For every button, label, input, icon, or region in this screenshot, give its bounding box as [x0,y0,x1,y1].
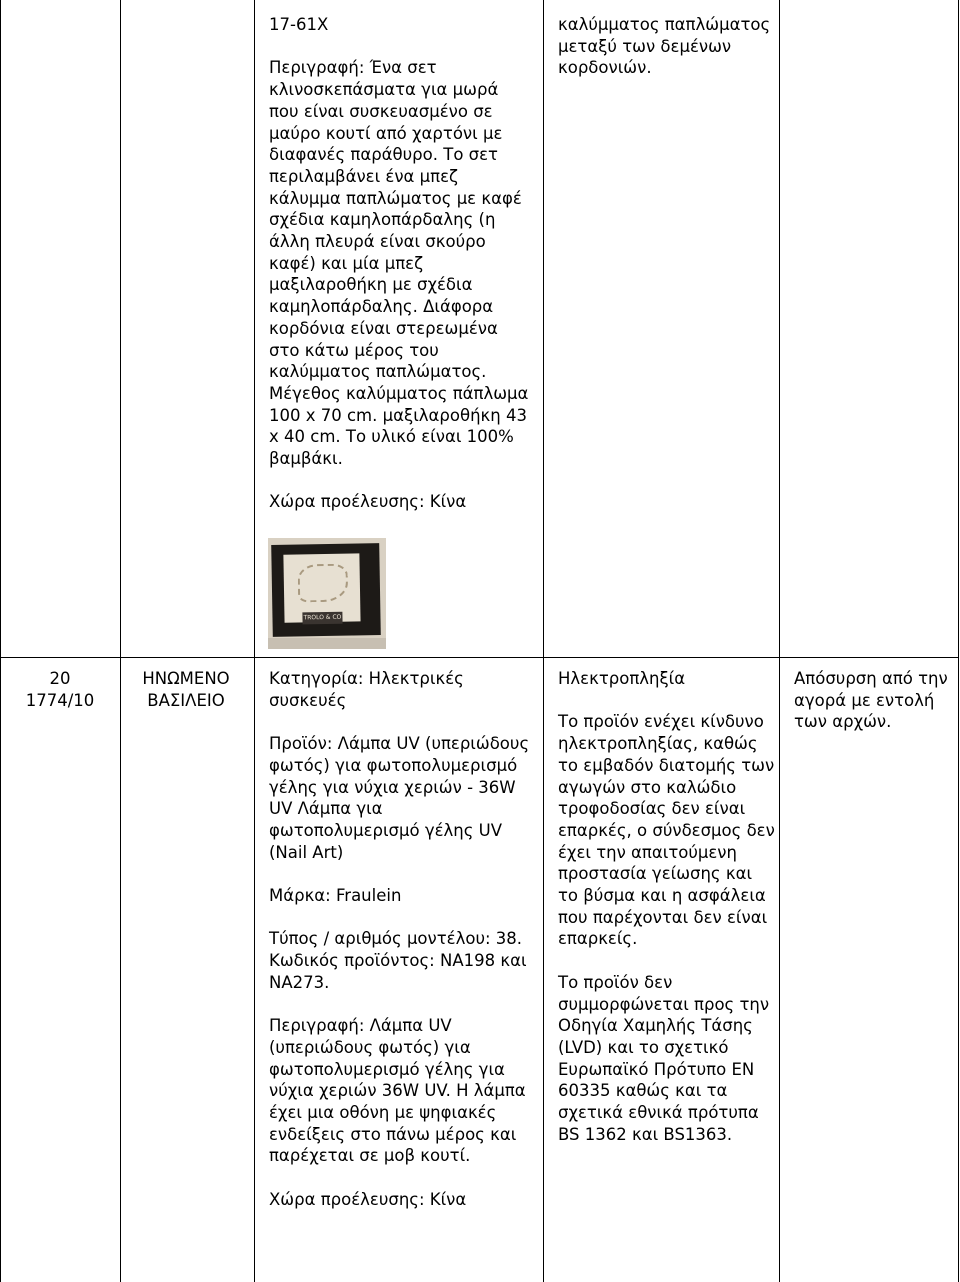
notifying-country-cell [122,668,250,711]
product-description: Περιγραφή: Λάμπα UV (υπεριώδους φωτός) για φωτοπολυμερισμό γέλης για νύχια χεριών 36W UV. Η λάμπα έχει μια οθόνη με ψηφιακές ενδείξεις στο πάνω μέρος και παρέχεται σε μοβ κουτί. [269,1016,526,1166]
risk-description: καλύμματος παπλώματος μεταξύ των δεμένων κορδονιών. [558,15,771,78]
row-number: 20 [49,669,71,688]
product-cell [269,668,535,1232]
product-brand: Μάρκα: Fraulein [269,886,402,905]
reference-number: 1774/10 [25,690,95,710]
product-category: Κατηγορία: Ηλεκτρικές συσκευές [269,669,464,710]
row-divider [0,657,959,658]
product-description-cell [269,14,531,535]
column-divider [543,0,544,1282]
risk-description: Το προϊόν ενέχει κίνδυνο ηλεκτροπληξίας, καθώς το εμβαδόν διατομής των αγωγών στο καλώδιο τροφοδοσίας δεν είναι επαρκές, ο σύνδεσμος δεν έχει την απαιτούμενη προστασία γείωσης και το βύσμα και η ασφάλεια που παρέχονται δεν είναι επαρκείς. [558,712,775,949]
column-divider [254,0,255,1282]
product-name: Προϊόν: Λάμπα UV (υπεριώδους φωτός) για φωτοπολυμερισμό γέλης για νύχια χεριών - 36W UV Λάμπα για φωτοπολυμερισμό γέλης UV (Nail Art) [269,734,530,862]
table-border-left [0,0,1,1282]
column-divider [120,0,121,1282]
measures-cell [794,668,954,755]
country-of-origin: Χώρα προέλευσης: Κίνα [269,1189,467,1209]
box-frame [271,543,381,637]
measures-taken: Απόσυρση από την αγορά με εντολή των αρχών. [794,669,948,732]
giraffe-pattern [298,564,349,603]
notifying-country: ΗΝΩΜΕΝΟ ΒΑΣΙΛΕΙΟ [142,669,230,710]
photo-surface [268,638,386,649]
box-window [283,553,360,622]
table-border-right [958,0,959,1282]
product-model: Τύπος / αριθμός μοντέλου: 38. Κωδικός προϊόντος: NA198 και NA273. [269,929,527,992]
risk-cell [558,668,776,1167]
country-of-origin: Χώρα προέλευσης: Κίνα [269,492,467,512]
product-photo [268,538,386,649]
row-number-cell [0,668,120,711]
compliance-note: Το προϊόν δεν συμμορφώνεται προς την Οδηγία Χαμηλής Τάσης (LVD) και το σχετικό Ευρωπαϊκό Πρότυπο EN 60335 καθώς και τα σχετικά εθνικά πρότυπα BS 1362 και BS1363. [558,972,770,1144]
risk-cell [558,14,780,101]
product-description: Περιγραφή: Ένα σετ κλινοσκεπάσματα για μωρά που είναι συσκευασμένο σε μαύρο κουτί από χαρτόνι με διαφανές παράθυρο. Το σετ περιλαμβάνει ένα μπεζ κάλυμμα παπλώματος με καφέ σχέδια καμηλοπάρδαλης (η άλλη πλευρά είναι σκούρο καφέ) και μία μπεζ μαξιλαροθήκη με σχέδια καμηλοπάρδαλης. Διάφορα κορδόνια είναι στερεωμένα στο κάτω μέρος του καλύμματος παπλώματος. Μέγεθος καλύμματος πάπλωμα 100 x 70 cm. μαξιλαροθήκη 43 x 40 cm. Το υλικό είναι 100% βαμβάκι. [269,58,529,469]
brand-logo: TROLO & CO [302,612,342,625]
product-code: 17-61X [269,15,329,34]
column-divider [779,0,780,1282]
risk-type: Ηλεκτροπληξία [558,669,686,688]
